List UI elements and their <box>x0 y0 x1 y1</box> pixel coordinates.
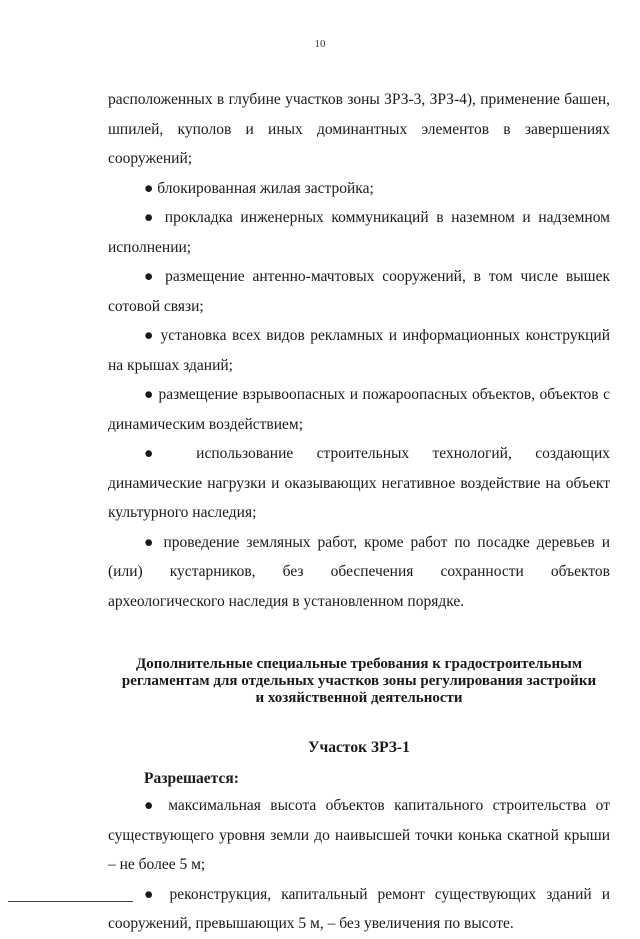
page-number: 10 <box>314 38 326 50</box>
section-heading-line: регламентам для отдельных участков зоны регулирования застройки <box>121 673 597 689</box>
bullet-item: ● реконструкция, капитальный ремонт существующих зданий и сооружений, превышающих 5 м, – без увеличения по высоте. <box>108 885 610 932</box>
footnote-divider <box>8 901 133 902</box>
bullet-item: ● максимальная высота объектов капитального строительства от существующего уровня земли до наивысшей точки конька скатной крыши – не более 5 м; <box>108 797 610 873</box>
paragraph: расположенных в глубине участков зоны ЗРЗ-3, ЗРЗ-4), применение башен, шпилей, куполов и иных доминантных элементов в завершениях сооружений; <box>108 91 610 167</box>
bullet-item: ● размещение антенно-мачтовых сооружений, в том числе вышек сотовой связи; <box>108 268 610 315</box>
bullet-item: ● прокладка инженерных коммуникаций в наземном и надземном исполнении; <box>108 209 610 256</box>
bullet-item: ● размещение взрывоопасных и пожароопасных объектов, объектов с динамическим воздействием; <box>108 386 610 433</box>
allowed-label: Разрешается: <box>144 770 239 787</box>
document-body <box>108 85 610 939</box>
bullet-item: ● блокированная жилая застройка; <box>144 179 374 197</box>
bullet-item: ● использование строительных технологий, создающих динамические нагрузки и оказывающих негативное воздействие на объект культурного наследия; <box>108 445 610 521</box>
bullet-item: ● установка всех видов рекламных и информационных конструкций на крышах зданий; <box>108 327 610 374</box>
section-heading-line: и хозяйственной деятельности <box>255 690 463 706</box>
subsection-title: Участок ЗРЗ-1 <box>308 739 410 756</box>
section-heading-line: Дополнительные специальные требования к градостроительным <box>135 656 583 672</box>
bullet-item: ● проведение земляных работ, кроме работ по посадке деревьев и (или) кустарников, без обеспечения сохранности объектов археологического наследия в установленном порядке. <box>108 533 610 610</box>
section-heading <box>108 656 610 707</box>
